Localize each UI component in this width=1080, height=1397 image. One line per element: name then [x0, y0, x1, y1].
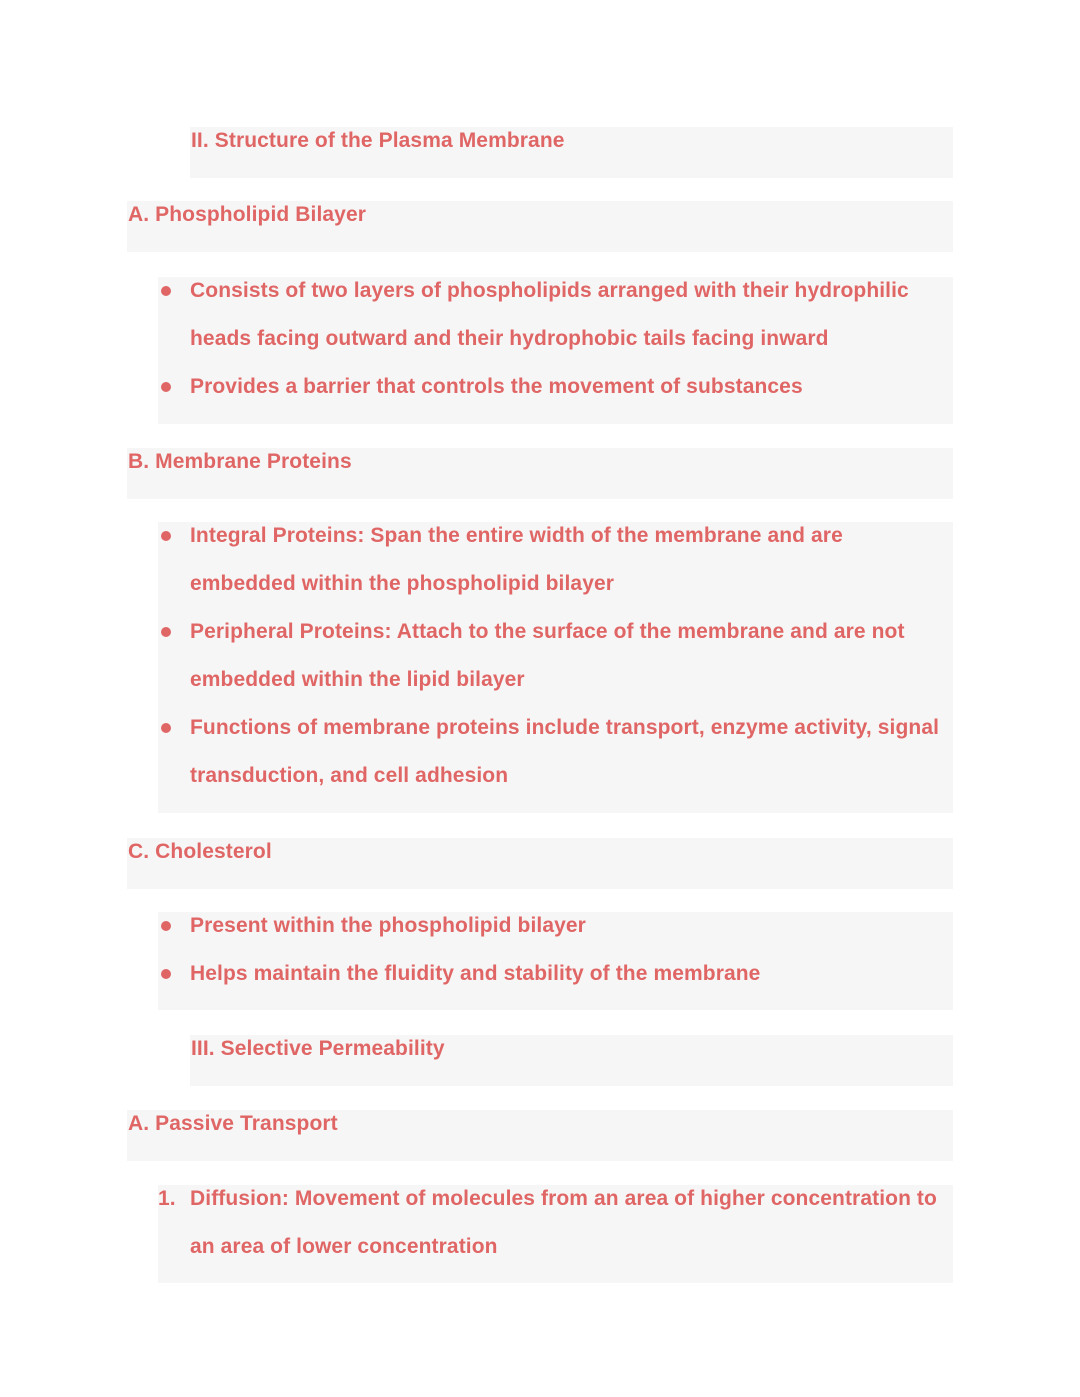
passive-list-block: [158, 1185, 953, 1283]
section-heading-permeability-text: III. Selective Permeability: [191, 1037, 445, 1060]
bullet-icon: [161, 921, 171, 931]
list-item-text: Integral Proteins: Span the entire width of the membrane and are embedded within the phospholipid bilayer: [190, 524, 843, 595]
list-item-text: Present within the phospholipid bilayer: [190, 914, 586, 937]
subsection-heading-proteins: [127, 448, 953, 499]
list-item: [158, 512, 953, 608]
cholesterol-list: [158, 902, 953, 998]
bullet-icon: [161, 723, 171, 733]
section-heading-permeability: [190, 1035, 953, 1086]
phospholipid-list: [158, 267, 953, 411]
list-item-text: Provides a barrier that controls the movement of substances: [190, 375, 803, 398]
list-item: [158, 902, 953, 950]
phospholipid-list-block: [158, 277, 953, 424]
list-item-text: Peripheral Proteins: Attach to the surface of the membrane and are not embedded within the lipid bilayer: [190, 620, 905, 691]
list-item-text: Consists of two layers of phospholipids arranged with their hydrophilic heads facing outward and their hydrophobic tails facing inward: [190, 279, 909, 350]
bullet-icon: [161, 286, 171, 296]
subsection-heading-phospholipid-text: A. Phospholipid Bilayer: [128, 203, 366, 226]
bullet-icon: [161, 969, 171, 979]
cholesterol-list-block: [158, 912, 953, 1010]
subsection-heading-phospholipid: [127, 201, 953, 252]
passive-list: [158, 1175, 953, 1271]
section-heading-structure-text: II. Structure of the Plasma Membrane: [191, 129, 565, 152]
list-item: [158, 1175, 953, 1271]
subsection-heading-proteins-text: B. Membrane Proteins: [128, 450, 352, 473]
list-item: [158, 704, 957, 800]
bullet-icon: [161, 627, 171, 637]
list-number: 1.: [158, 1187, 176, 1210]
bullet-icon: [161, 382, 171, 392]
list-item: [158, 608, 953, 704]
list-item-text: Helps maintain the fluidity and stability of the membrane: [190, 962, 761, 985]
list-item: [158, 363, 953, 411]
list-item-text: Diffusion: Movement of molecules from an area of higher concentration to an area of lower concentration: [190, 1187, 937, 1258]
proteins-list: [158, 512, 953, 800]
subsection-heading-passive: [127, 1110, 953, 1161]
list-item: [158, 267, 953, 363]
subsection-heading-passive-text: A. Passive Transport: [128, 1112, 338, 1135]
list-item-text: Functions of membrane proteins include transport, enzyme activity, signal transduction, and cell adhesion: [190, 716, 940, 787]
subsection-heading-cholesterol: [127, 838, 953, 889]
list-item: [158, 950, 953, 998]
bullet-icon: [161, 531, 171, 541]
subsection-heading-cholesterol-text: C. Cholesterol: [128, 840, 272, 863]
section-heading-structure: [190, 127, 953, 178]
proteins-list-block: [158, 522, 953, 813]
